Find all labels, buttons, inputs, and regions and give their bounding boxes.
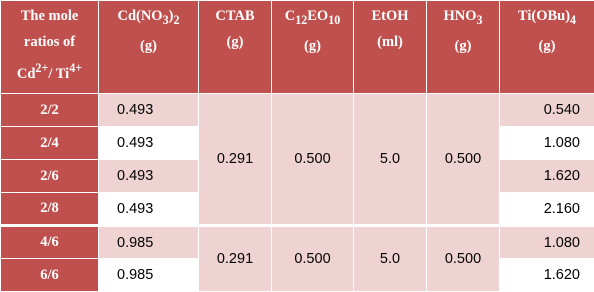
c12eo10-cell: 0.500 [272,226,354,292]
cd-no3-cell: 0.493 [99,193,199,226]
ti-obu4-cell: 1.080 [500,226,594,259]
hno3-cell: 0.500 [427,94,500,226]
table-row [1,94,594,127]
cd-no3-cell: 0.493 [99,94,199,127]
header-ti-obu4: $Ti(OBu)_4$ (g) [500,1,594,94]
header-hno3: $HNO_3$ (g) [427,1,500,94]
header-mole-ratio: The mole ratios of $Cd^{2+}/$ $Ti^{4+}$ [1,1,99,94]
header-ctab: CTAB (g) [199,1,272,94]
header-row [1,1,594,94]
cd-no3-cell: 0.985 [99,259,199,292]
header-c12eo10: $C_{12}EO_{10}$ (g) [272,1,354,94]
header-cd-no3: $Cd(NO_3)_2$ (g) [99,1,199,94]
etoh-cell: 5.0 [354,226,427,292]
ctab-cell: 0.291 [199,94,272,226]
cd-no3-cell: 0.493 [99,127,199,160]
cd-no3-cell: 0.985 [99,226,199,259]
ti-obu4-cell: 2.160 [500,193,594,226]
ratio-cell: 2/4 [1,127,99,160]
ratio-cell: 6/6 [1,259,99,292]
etoh-cell: 5.0 [354,94,427,226]
table-row [1,226,594,259]
ti-obu4-cell: 1.620 [500,259,594,292]
c12eo10-cell: 0.500 [272,94,354,226]
ratio-cell: 2/6 [1,160,99,193]
hno3-cell: 0.500 [427,226,500,292]
cd-no3-cell: 0.493 [99,160,199,193]
ratio-cell: 2/8 [1,193,99,226]
ti-obu4-cell: 1.080 [500,127,594,160]
ratio-cell: 2/2 [1,94,99,127]
ctab-cell: 0.291 [199,226,272,292]
ti-obu4-cell: 1.620 [500,160,594,193]
ti-obu4-cell: 0.540 [500,94,594,127]
header-etoh: EtOH (ml) [354,1,427,94]
ratio-cell: 4/6 [1,226,99,259]
